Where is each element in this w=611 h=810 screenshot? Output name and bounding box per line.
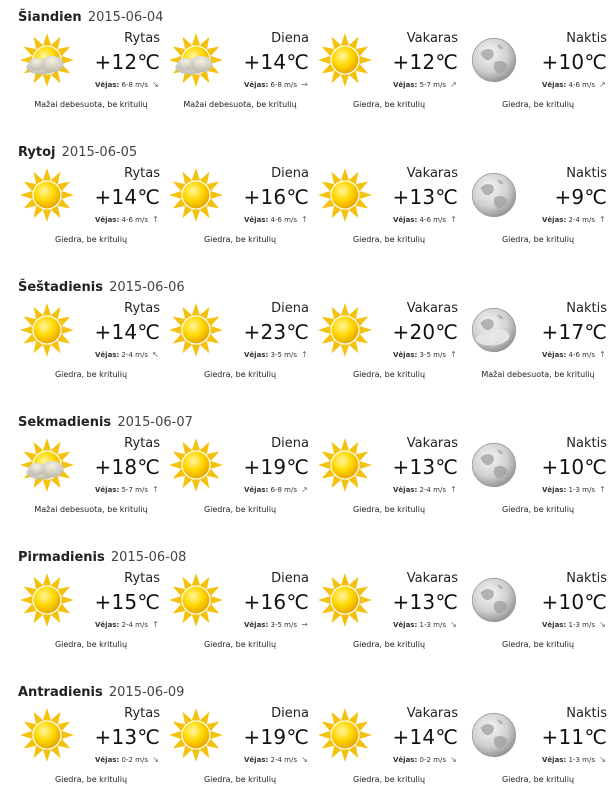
period-name: Diena (271, 571, 309, 586)
wind-direction-icon: ↘ (599, 620, 606, 629)
wind-speed: 6-8 m/s (270, 486, 297, 494)
period-card (465, 703, 611, 803)
weather-description: Giedra, be kritulių (352, 235, 426, 244)
weather-description: Giedra, be kritulių (54, 235, 128, 244)
sun-icon (18, 165, 78, 225)
wind-info (542, 215, 607, 224)
wind-direction-icon: → (301, 620, 308, 629)
day-block (0, 270, 607, 405)
period-card (18, 298, 164, 398)
wind-label: Vėjas: (542, 351, 567, 359)
weather-description: Giedra, be kritulių (352, 370, 426, 379)
day-date: 2015-06-07 (117, 415, 193, 430)
weather-description: Giedra, be kritulių (352, 505, 426, 514)
day-block (0, 405, 607, 540)
period-card (316, 163, 462, 263)
temperature: +19℃ (243, 455, 309, 479)
wind-direction-icon: ↑ (152, 215, 159, 224)
period-name: Rytas (124, 31, 160, 46)
wind-label: Vėjas: (542, 81, 567, 89)
wind-label: Vėjas: (244, 756, 269, 764)
day-date: 2015-06-05 (61, 145, 138, 160)
wind-label: Vėjas: (542, 621, 567, 629)
moon-icon (465, 435, 525, 495)
wind-info (393, 620, 458, 629)
weather-description: Giedra, be kritulių (203, 235, 277, 244)
wind-label: Vėjas: (95, 486, 120, 494)
weather-description: Giedra, be kritulių (352, 100, 426, 109)
wind-info (542, 485, 607, 494)
wind-info (542, 80, 607, 89)
sun-icon (316, 705, 376, 765)
wind-label: Vėjas: (244, 486, 269, 494)
wind-direction-icon: ↘ (599, 755, 606, 764)
period-card (167, 433, 313, 533)
wind-label: Vėjas: (95, 756, 120, 764)
wind-speed: 4-6 m/s (270, 216, 297, 224)
period-name: Vakaras (406, 571, 458, 586)
period-card (465, 163, 611, 263)
wind-direction-icon: ↑ (301, 215, 308, 224)
temperature: +14℃ (94, 320, 160, 344)
period-card (465, 568, 611, 668)
wind-info (95, 80, 160, 89)
period-name: Naktis (566, 571, 607, 586)
wind-speed: 0-2 m/s (121, 756, 148, 764)
period-card (316, 433, 462, 533)
sun-icon (316, 435, 376, 495)
wind-label: Vėjas: (244, 216, 269, 224)
sun-icon (316, 300, 376, 360)
weather-description: Mažai debesuota, be kritulių (34, 505, 148, 514)
day-header (18, 145, 137, 160)
wind-speed: 2-4 m/s (419, 486, 446, 494)
period-name: Rytas (124, 166, 160, 181)
wind-label: Vėjas: (95, 621, 120, 629)
day-name: Rytoj (18, 145, 56, 160)
weather-description: Mažai debesuota, be kritulių (481, 370, 595, 379)
wind-direction-icon: ↘ (152, 80, 159, 89)
moon-cloud-icon (465, 300, 525, 360)
temperature: +17℃ (541, 320, 607, 344)
temperature: +9℃ (554, 185, 607, 209)
wind-direction-icon: ↘ (450, 755, 457, 764)
moon-icon (465, 30, 525, 90)
wind-info (393, 755, 458, 764)
period-name: Rytas (124, 571, 160, 586)
weather-description: Mažai debesuota, be kritulių (183, 100, 297, 109)
period-name: Vakaras (406, 706, 458, 721)
wind-speed: 1-3 m/s (568, 621, 595, 629)
sun-cloud-icon (167, 30, 227, 90)
period-card (18, 433, 164, 533)
period-name: Naktis (566, 436, 607, 451)
temperature: +13℃ (392, 590, 458, 614)
day-name: Šiandien (18, 10, 82, 25)
sun-icon (316, 570, 376, 630)
period-name: Rytas (124, 706, 160, 721)
wind-label: Vėjas: (393, 756, 418, 764)
weather-description: Giedra, be kritulių (352, 775, 426, 784)
moon-icon (465, 705, 525, 765)
period-card (18, 28, 164, 128)
day-date: 2015-06-09 (108, 685, 185, 700)
period-card (167, 163, 313, 263)
wind-info (393, 485, 458, 494)
sun-icon (316, 30, 376, 90)
wind-info (393, 80, 458, 89)
wind-speed: 2-4 m/s (568, 216, 595, 224)
wind-speed: 4-6 m/s (121, 216, 148, 224)
temperature: +13℃ (392, 455, 458, 479)
day-date: 2015-06-04 (87, 10, 164, 25)
day-name: Pirmadienis (18, 550, 105, 565)
weather-description: Mažai debesuota, be kritulių (34, 100, 148, 109)
wind-label: Vėjas: (95, 216, 120, 224)
temperature: +12℃ (94, 50, 160, 74)
period-card (316, 568, 462, 668)
temperature: +13℃ (94, 725, 160, 749)
temperature: +15℃ (94, 590, 160, 614)
weather-description: Giedra, be kritulių (501, 235, 575, 244)
sun-icon (316, 165, 376, 225)
temperature: +20℃ (392, 320, 458, 344)
period-card (316, 703, 462, 803)
wind-direction-icon: ↑ (152, 620, 159, 629)
day-header (18, 550, 186, 565)
wind-direction-icon: ↑ (450, 215, 457, 224)
period-card (18, 568, 164, 668)
wind-direction-icon: ↑ (450, 485, 457, 494)
day-header (18, 415, 193, 430)
period-name: Vakaras (406, 31, 458, 46)
period-card (18, 163, 164, 263)
wind-direction-icon: ↑ (599, 485, 606, 494)
period-card (167, 703, 313, 803)
wind-info (244, 350, 309, 359)
moon-icon (465, 165, 525, 225)
weather-description: Giedra, be kritulių (501, 775, 575, 784)
period-card (465, 28, 611, 128)
wind-label: Vėjas: (542, 756, 567, 764)
sun-icon (167, 165, 227, 225)
wind-info (95, 350, 160, 359)
temperature: +14℃ (392, 725, 458, 749)
wind-info (244, 755, 309, 764)
wind-info (542, 755, 607, 764)
wind-speed: 3-5 m/s (270, 621, 297, 629)
temperature: +12℃ (392, 50, 458, 74)
period-card (465, 298, 611, 398)
wind-speed: 3-5 m/s (270, 351, 297, 359)
wind-speed: 5-7 m/s (419, 81, 446, 89)
moon-icon (465, 570, 525, 630)
weather-description: Giedra, be kritulių (501, 505, 575, 514)
temperature: +13℃ (392, 185, 458, 209)
weather-description: Giedra, be kritulių (203, 370, 277, 379)
day-name: Antradienis (18, 685, 103, 700)
wind-direction-icon: ↑ (450, 350, 457, 359)
wind-label: Vėjas: (95, 351, 120, 359)
wind-info (95, 485, 160, 494)
wind-label: Vėjas: (542, 216, 567, 224)
weather-description: Giedra, be kritulių (203, 640, 277, 649)
period-name: Diena (271, 31, 309, 46)
wind-label: Vėjas: (542, 486, 567, 494)
day-date: 2015-06-08 (110, 550, 187, 565)
weather-description: Giedra, be kritulių (203, 775, 277, 784)
wind-speed: 0-2 m/s (419, 756, 446, 764)
temperature: +16℃ (243, 590, 309, 614)
period-name: Diena (271, 436, 309, 451)
weather-description: Giedra, be kritulių (501, 640, 575, 649)
wind-speed: 4-6 m/s (568, 351, 595, 359)
day-header (18, 280, 185, 295)
weather-description: Giedra, be kritulių (501, 100, 575, 109)
day-header (18, 685, 184, 700)
period-card (316, 298, 462, 398)
period-card (167, 568, 313, 668)
sun-cloud-icon (18, 435, 78, 495)
wind-speed: 1-3 m/s (568, 486, 595, 494)
wind-info (244, 215, 309, 224)
wind-direction-icon: ↖ (152, 350, 159, 359)
wind-info (95, 755, 160, 764)
wind-info (244, 485, 309, 494)
weather-description: Giedra, be kritulių (54, 370, 128, 379)
period-name: Naktis (566, 166, 607, 181)
day-header (18, 10, 163, 25)
wind-direction-icon: ↑ (152, 485, 159, 494)
period-name: Naktis (566, 31, 607, 46)
wind-direction-icon: ↗ (599, 80, 606, 89)
wind-info (542, 350, 607, 359)
wind-label: Vėjas: (393, 351, 418, 359)
period-name: Rytas (124, 436, 160, 451)
sun-icon (167, 570, 227, 630)
wind-info (95, 620, 160, 629)
temperature: +10℃ (541, 50, 607, 74)
sun-icon (167, 300, 227, 360)
wind-info (393, 215, 458, 224)
wind-label: Vėjas: (393, 486, 418, 494)
wind-speed: 5-7 m/s (121, 486, 148, 494)
sun-icon (18, 705, 78, 765)
weather-description: Giedra, be kritulių (54, 640, 128, 649)
day-block (0, 0, 607, 135)
sun-icon (167, 435, 227, 495)
wind-speed: 3-5 m/s (419, 351, 446, 359)
wind-direction-icon: ↑ (599, 215, 606, 224)
wind-label: Vėjas: (244, 351, 269, 359)
wind-label: Vėjas: (393, 621, 418, 629)
temperature: +18℃ (94, 455, 160, 479)
period-card (18, 703, 164, 803)
wind-info (244, 620, 309, 629)
period-name: Vakaras (406, 166, 458, 181)
wind-label: Vėjas: (244, 621, 269, 629)
period-name: Vakaras (406, 436, 458, 451)
wind-label: Vėjas: (95, 81, 120, 89)
period-name: Rytas (124, 301, 160, 316)
period-card (167, 28, 313, 128)
wind-speed: 6-8 m/s (270, 81, 297, 89)
day-block (0, 135, 607, 270)
day-name: Sekmadienis (18, 415, 112, 430)
temperature: +14℃ (243, 50, 309, 74)
temperature: +16℃ (243, 185, 309, 209)
wind-speed: 4-6 m/s (568, 81, 595, 89)
sun-icon (18, 300, 78, 360)
wind-label: Vėjas: (393, 81, 418, 89)
temperature: +14℃ (94, 185, 160, 209)
temperature: +19℃ (243, 725, 309, 749)
period-name: Diena (271, 166, 309, 181)
temperature: +10℃ (541, 455, 607, 479)
wind-speed: 2-4 m/s (270, 756, 297, 764)
wind-label: Vėjas: (244, 81, 269, 89)
sun-icon (18, 570, 78, 630)
day-name: Šeštadienis (18, 280, 103, 295)
wind-speed: 4-6 m/s (419, 216, 446, 224)
period-name: Diena (271, 301, 309, 316)
wind-label: Vėjas: (393, 216, 418, 224)
day-date: 2015-06-06 (109, 280, 185, 295)
day-block (0, 675, 607, 810)
wind-speed: 2-4 m/s (121, 351, 148, 359)
sun-icon (167, 705, 227, 765)
wind-info (95, 215, 160, 224)
wind-speed: 2-4 m/s (121, 621, 148, 629)
wind-direction-icon: ↗ (450, 80, 457, 89)
temperature: +11℃ (541, 725, 607, 749)
weather-description: Giedra, be kritulių (54, 775, 128, 784)
wind-direction-icon: ↑ (599, 350, 606, 359)
period-name: Naktis (566, 706, 607, 721)
wind-info (393, 350, 458, 359)
wind-direction-icon: ↘ (301, 755, 308, 764)
wind-info (244, 80, 309, 89)
wind-speed: 1-3 m/s (568, 756, 595, 764)
temperature: +23℃ (243, 320, 309, 344)
period-card (465, 433, 611, 533)
weather-description: Giedra, be kritulių (203, 505, 277, 514)
period-name: Vakaras (406, 301, 458, 316)
period-name: Diena (271, 706, 309, 721)
day-block (0, 540, 607, 675)
wind-direction-icon: ↗ (301, 485, 308, 494)
wind-speed: 1-3 m/s (419, 621, 446, 629)
wind-info (542, 620, 607, 629)
wind-direction-icon: ↑ (301, 350, 308, 359)
sun-cloud-icon (18, 30, 78, 90)
weather-description: Giedra, be kritulių (352, 640, 426, 649)
period-card (167, 298, 313, 398)
period-card (316, 28, 462, 128)
wind-direction-icon: ↘ (152, 755, 159, 764)
wind-direction-icon: ↘ (450, 620, 457, 629)
wind-speed: 6-8 m/s (121, 81, 148, 89)
period-name: Naktis (566, 301, 607, 316)
temperature: +10℃ (541, 590, 607, 614)
wind-direction-icon: → (301, 80, 308, 89)
